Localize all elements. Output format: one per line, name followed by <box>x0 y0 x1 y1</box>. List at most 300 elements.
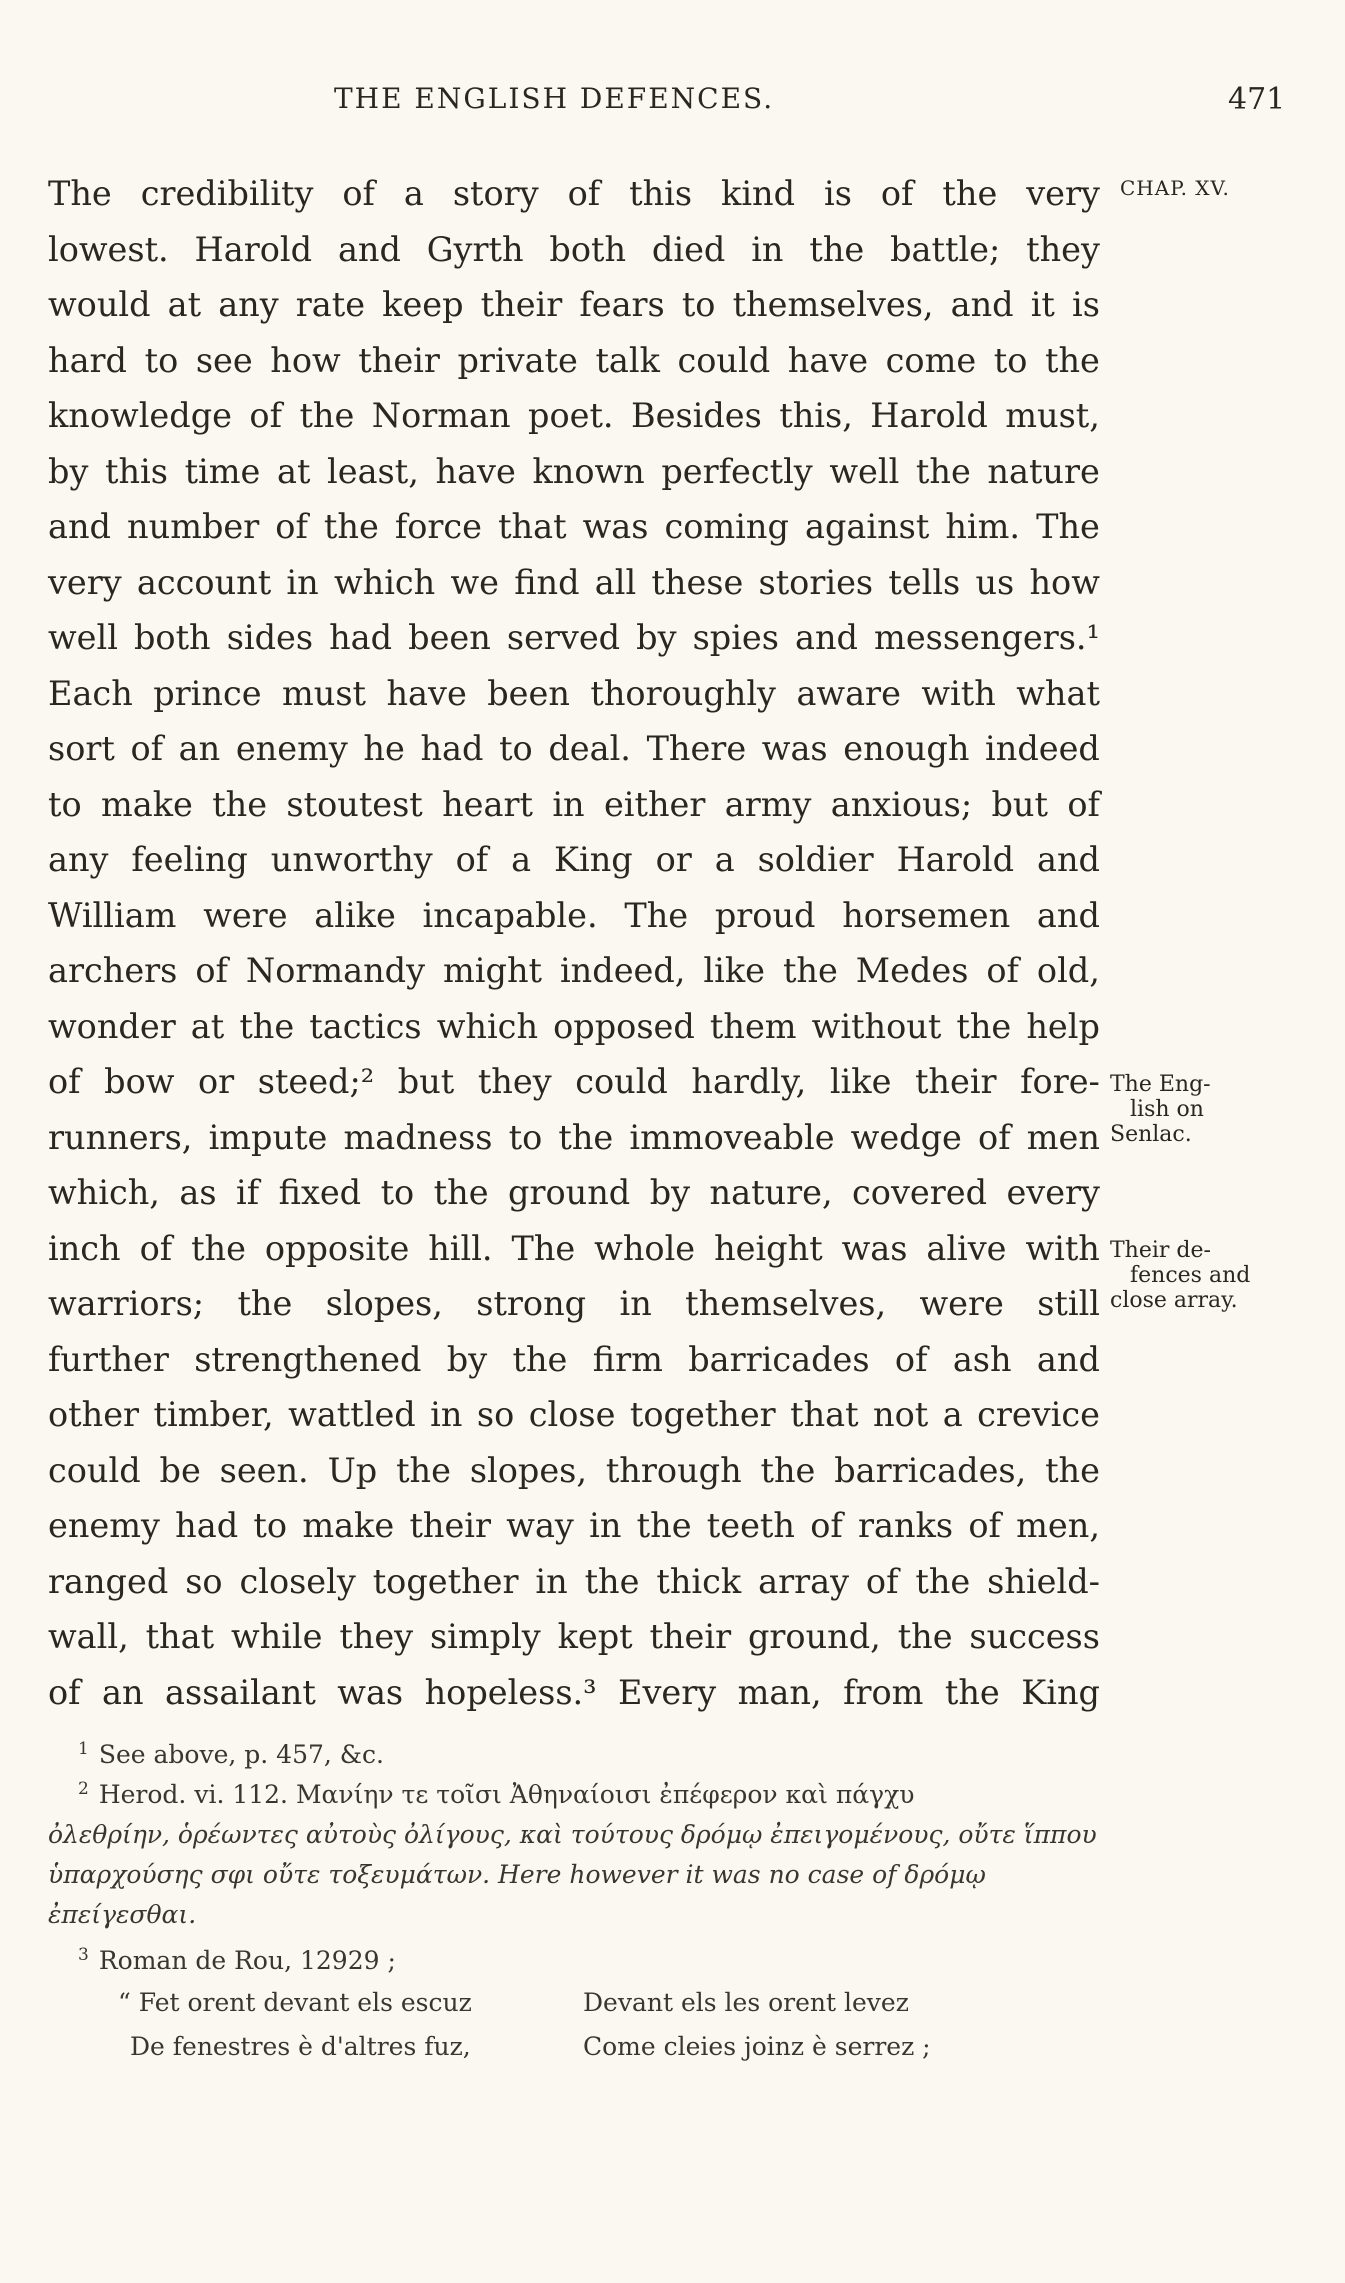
margin-note-line: Their de- <box>1110 1238 1211 1263</box>
word: and <box>795 618 858 657</box>
margin-note-line: Senlac. <box>1110 1122 1192 1147</box>
word: in <box>589 1506 622 1545</box>
word: teeth <box>706 1506 795 1545</box>
word: shield- <box>987 1561 1100 1601</box>
footnotes <box>48 1735 1108 2069</box>
word: a <box>942 1395 963 1434</box>
word: what <box>1016 673 1100 713</box>
word: soldier <box>757 840 874 879</box>
word: stories <box>758 562 874 602</box>
word: William <box>48 895 177 935</box>
word: the <box>915 451 971 491</box>
footnote-2-line: ἐπείγεσθαι. <box>48 1900 197 1929</box>
running-head: THE ENGLISH DEFENCES. <box>334 82 775 115</box>
word: deal. <box>548 729 631 768</box>
word: is <box>824 174 852 213</box>
body-line <box>48 1387 1100 1443</box>
word: in <box>619 1284 652 1323</box>
word: a <box>403 174 424 213</box>
word: unworthy <box>270 840 433 879</box>
word: could <box>575 1062 668 1101</box>
word: might <box>443 951 542 990</box>
word: be <box>159 1450 201 1490</box>
word: to <box>993 340 1028 380</box>
word: to <box>508 1117 543 1157</box>
word: the <box>809 229 865 269</box>
word: had <box>420 729 484 768</box>
word: like <box>829 1062 892 1101</box>
word: of <box>978 1117 1011 1157</box>
word: it <box>1030 285 1055 324</box>
body-line <box>48 1665 1100 1721</box>
word: which <box>436 1006 539 1046</box>
word: perfectly <box>661 451 813 491</box>
body-line <box>48 832 1100 888</box>
word: Every <box>618 1672 717 1712</box>
footnote-2 <box>48 1775 1108 1815</box>
word: sort <box>48 729 115 768</box>
word: have <box>386 673 467 713</box>
word: Norman <box>371 396 511 435</box>
word: must, <box>1005 396 1100 435</box>
word: tells <box>888 562 961 602</box>
word: in <box>430 1395 463 1434</box>
word: have <box>787 340 869 380</box>
word: poet. <box>528 396 614 435</box>
word: Besides <box>631 396 762 435</box>
word: of <box>1067 784 1100 824</box>
word: talk <box>595 340 660 380</box>
word: of <box>342 174 375 213</box>
word: Harold <box>896 840 1015 879</box>
body-line <box>48 1165 1100 1221</box>
word: opposite <box>264 1228 410 1268</box>
word: their <box>409 1506 492 1545</box>
word: indeed <box>985 729 1100 768</box>
word: him. <box>945 507 1021 546</box>
word: how <box>1029 562 1100 602</box>
word: wall, <box>48 1617 129 1656</box>
word: make <box>302 1506 395 1545</box>
word: of <box>865 1561 899 1601</box>
word: number <box>127 507 260 546</box>
word: runners, <box>48 1117 193 1157</box>
footnote-2-line: ὑπαρχούσης σφι οὔτε τοξευμάτων. Here however it was no case of δρόμῳ <box>48 1860 986 1889</box>
word: in <box>552 784 585 824</box>
body-line <box>48 999 1100 1055</box>
word: incapable. <box>422 895 598 935</box>
word: battle; <box>890 229 1001 269</box>
word: ash <box>952 1339 1012 1379</box>
word: horsemen <box>842 895 1011 935</box>
word: together <box>629 1395 776 1434</box>
footnote-1 <box>48 1735 1108 1775</box>
word: the <box>299 396 355 435</box>
margin-note-chapter: CHAP. XV. <box>1120 176 1230 200</box>
margin-note-line: fences and <box>1130 1263 1251 1288</box>
margin-note-line: lish on <box>1130 1097 1204 1122</box>
word: the <box>584 1561 640 1601</box>
word: their <box>649 1617 732 1656</box>
word: find <box>514 562 580 602</box>
word: see <box>195 340 253 380</box>
word: together <box>372 1561 519 1601</box>
word: seen. <box>219 1450 309 1490</box>
word: spies <box>692 618 779 657</box>
verse-line: De fenestres è d'altres fuz, <box>130 2032 471 2061</box>
footnote-text: See above, p. 457, &c. <box>98 1740 384 1769</box>
word: prince <box>153 673 262 713</box>
word: both <box>133 618 211 657</box>
word: of <box>48 1672 81 1712</box>
word: but <box>991 784 1048 824</box>
word: barricades <box>688 1339 870 1379</box>
word: by <box>649 1173 691 1212</box>
word: like <box>703 951 765 990</box>
word: the <box>1045 1450 1100 1490</box>
page-header <box>0 82 1345 126</box>
word: the <box>782 951 838 990</box>
word: the <box>760 1450 816 1490</box>
word: and <box>337 229 401 269</box>
word: well <box>48 618 118 657</box>
word: success <box>969 1617 1100 1656</box>
word: had <box>329 618 393 657</box>
word: alike <box>314 895 396 935</box>
body-line <box>48 1276 1100 1332</box>
word: lowest. <box>48 229 169 269</box>
word: themselves, <box>732 285 934 324</box>
word: so <box>185 1561 223 1601</box>
word: of <box>139 1228 173 1268</box>
word: very <box>48 562 122 602</box>
word: the <box>212 784 268 824</box>
word: to <box>380 1173 415 1212</box>
verse-quotation <box>48 1981 1108 2069</box>
footnote-number: 2 <box>78 1779 89 1799</box>
word: closely <box>239 1561 356 1601</box>
word: Harold <box>194 229 313 269</box>
word: further <box>48 1339 169 1379</box>
word: by <box>446 1339 488 1379</box>
word: all <box>594 562 637 602</box>
body-line <box>48 499 1100 555</box>
word: close <box>528 1395 616 1434</box>
word: archers <box>48 951 178 990</box>
word: of <box>810 1506 843 1545</box>
word: proud <box>714 895 816 935</box>
word: of <box>894 1339 928 1379</box>
word: that <box>145 1617 215 1656</box>
word: knowledge <box>48 396 232 435</box>
word: ground, <box>747 1617 881 1656</box>
word: an <box>102 1672 144 1712</box>
word: the <box>512 1339 568 1379</box>
body-line <box>48 777 1100 833</box>
word: kept <box>557 1617 633 1656</box>
word: wonder <box>48 1006 176 1046</box>
word: time <box>184 451 261 491</box>
word: coming <box>664 507 789 546</box>
word: simply <box>429 1617 541 1656</box>
word: this <box>105 451 168 491</box>
body-line <box>48 1110 1100 1166</box>
word: been <box>408 618 491 657</box>
word: feeling <box>131 840 248 879</box>
body-line <box>48 222 1100 278</box>
word: army <box>724 784 812 824</box>
word: with <box>921 673 996 713</box>
word: of <box>986 951 1019 990</box>
word: they <box>477 1062 552 1101</box>
word: of <box>968 1506 1001 1545</box>
word: in <box>751 229 784 269</box>
word: them <box>709 1006 797 1046</box>
word: of <box>195 951 228 990</box>
word: without <box>811 1006 942 1046</box>
word: if <box>236 1173 260 1212</box>
word: strong <box>476 1284 587 1323</box>
footnote-3 <box>48 1941 1108 1981</box>
body-line <box>48 610 1100 666</box>
word: the <box>942 174 998 213</box>
word: both <box>549 229 627 269</box>
word: nature, <box>709 1173 833 1212</box>
body-line <box>48 1443 1100 1499</box>
word: this <box>629 174 693 213</box>
page-number: 471 <box>1228 82 1286 117</box>
word: a <box>511 840 532 879</box>
word: the <box>191 1228 246 1268</box>
word: any <box>218 285 279 324</box>
word: not <box>873 1395 929 1434</box>
word: height <box>714 1228 823 1268</box>
word: the <box>237 1284 293 1323</box>
word: to <box>48 784 82 824</box>
word: an <box>178 729 221 768</box>
word: of <box>455 840 489 879</box>
body-line <box>48 555 1100 611</box>
word: The <box>1036 507 1100 546</box>
footnote-text: Roman de Rou, 12929 ; <box>98 1946 396 1975</box>
word: array <box>758 1561 849 1601</box>
body-line <box>48 1054 1100 1110</box>
word: and <box>1036 840 1100 879</box>
word: from <box>843 1672 924 1712</box>
word: of <box>249 396 282 435</box>
word: to <box>499 729 533 768</box>
body-line <box>48 1498 1100 1554</box>
word: Normandy <box>245 951 426 990</box>
word: tactics <box>309 1006 422 1046</box>
body-line <box>48 1554 1100 1610</box>
verse-line: Come cleies joinz è serrez ; <box>583 2032 931 2061</box>
word: wattled <box>288 1395 416 1434</box>
word: any <box>48 840 109 879</box>
word: aware <box>796 673 901 713</box>
word: heart <box>442 784 533 824</box>
footnote-2-line: ὀλεθρίην, ὁρέωντες αὐτοὺς ὀλίγους, καὶ τούτους δρόμῳ ἐπειγομένους, οὔτε ἵππου <box>48 1820 1097 1849</box>
word: messengers.¹ <box>874 618 1100 657</box>
word: enough <box>843 729 970 768</box>
footnote-text: Herod. vi. 112. Μανίην τε τοῖσι Ἀθηναίοισι ἐπέφερον καὶ πάγχυ <box>98 1780 915 1809</box>
word: story <box>452 174 539 213</box>
word: stoutest <box>286 784 423 824</box>
word: King <box>1021 1672 1100 1712</box>
word: of <box>48 1062 81 1101</box>
word: been <box>487 673 570 713</box>
word: us <box>975 562 1015 602</box>
word: barricades, <box>834 1450 1027 1490</box>
word: slopes, <box>325 1284 443 1323</box>
word: Gyrth <box>426 229 524 269</box>
word: so <box>476 1395 515 1434</box>
word: nature <box>987 451 1100 491</box>
word: There <box>646 729 747 768</box>
word: that <box>498 507 567 546</box>
word: but <box>397 1062 455 1101</box>
word: strengthened <box>194 1339 422 1379</box>
word: Up <box>327 1450 378 1490</box>
word: to <box>253 1506 288 1545</box>
word: by <box>48 451 89 491</box>
word: through <box>605 1450 742 1490</box>
word: impute <box>208 1117 328 1157</box>
word: whole <box>594 1228 696 1268</box>
margin-note-line: close array. <box>1110 1288 1238 1313</box>
body-line <box>48 888 1100 944</box>
word: slopes, <box>469 1450 587 1490</box>
word: Harold <box>870 396 988 435</box>
word: the <box>1045 340 1100 380</box>
word: hopeless.³ <box>424 1672 597 1712</box>
word: the <box>944 1672 1000 1712</box>
word: by <box>636 618 677 657</box>
word: that <box>790 1395 859 1434</box>
word: least, <box>327 451 419 491</box>
word: firm <box>592 1339 663 1379</box>
word: thick <box>656 1561 742 1601</box>
body-line <box>48 1332 1100 1388</box>
word: in <box>286 562 319 602</box>
word: their <box>358 340 440 380</box>
word: this, <box>779 396 853 435</box>
word: a <box>714 840 735 879</box>
word: was <box>337 1672 404 1712</box>
word: steed;² <box>257 1062 375 1101</box>
word: ranks <box>858 1506 954 1545</box>
word: was <box>761 729 828 768</box>
word: Medes <box>855 951 969 990</box>
word: crevice <box>977 1395 1100 1434</box>
word: opposed <box>553 1006 695 1046</box>
body-line <box>48 721 1100 777</box>
word: either <box>603 784 706 824</box>
word: inch <box>48 1228 121 1268</box>
word: or <box>655 840 692 879</box>
body-line <box>48 943 1100 999</box>
word: and <box>48 507 111 546</box>
word: ground <box>508 1173 631 1212</box>
word: they <box>1026 229 1100 269</box>
word: of <box>130 729 164 768</box>
word: as <box>179 1173 217 1212</box>
body-line <box>48 333 1100 389</box>
word: against <box>804 507 930 546</box>
word: madness <box>343 1117 493 1157</box>
word: at <box>167 285 202 324</box>
word: warriors; <box>48 1284 205 1323</box>
word: of <box>880 174 914 213</box>
word: King <box>553 840 633 879</box>
word: hardly, <box>691 1062 807 1101</box>
word: known <box>532 451 645 491</box>
word: themselves, <box>685 1284 887 1323</box>
word: the <box>636 1506 692 1545</box>
body-line <box>48 166 1100 222</box>
body-text <box>48 166 1100 1720</box>
word: come <box>885 340 977 380</box>
word: could <box>677 340 771 380</box>
word: served <box>506 618 621 657</box>
word: The <box>511 1228 576 1268</box>
word: men, <box>1016 1506 1100 1545</box>
word: ranged <box>48 1561 169 1601</box>
word: alive <box>926 1228 1007 1268</box>
word: anxious; <box>830 784 973 824</box>
word: he <box>363 729 405 768</box>
word: still <box>1037 1284 1100 1323</box>
word: private <box>457 340 578 380</box>
word: make <box>100 784 193 824</box>
word: old, <box>1036 951 1100 990</box>
word: of <box>567 174 601 213</box>
word: help <box>1026 1006 1100 1046</box>
word: Each <box>48 673 133 713</box>
word: immoveable <box>629 1117 835 1157</box>
word: had <box>175 1506 239 1545</box>
word: were <box>919 1284 1004 1323</box>
word: could <box>48 1450 141 1490</box>
verse-line: “ Fet orent devant els escuz <box>118 1988 472 2017</box>
word: their <box>914 1062 997 1101</box>
body-line <box>48 1609 1100 1665</box>
word: would <box>48 285 151 324</box>
word: men <box>1026 1117 1100 1157</box>
word: of <box>275 507 308 546</box>
word: these <box>651 562 744 602</box>
word: thoroughly <box>590 673 776 713</box>
body-line <box>48 1221 1100 1277</box>
verse-line: Devant els les orent levez <box>583 1988 909 2017</box>
word: man, <box>737 1672 822 1712</box>
word: the <box>915 1561 971 1601</box>
word: which, <box>48 1173 160 1212</box>
word: way <box>506 1506 574 1545</box>
word: sides <box>226 618 314 657</box>
word: and <box>950 285 1014 324</box>
body-line <box>48 388 1100 444</box>
word: well <box>829 451 900 491</box>
word: wedge <box>850 1117 962 1157</box>
word: we <box>450 562 499 602</box>
margin-note-english-on-senlac <box>1110 1072 1330 1147</box>
word: The <box>48 174 112 213</box>
footnote-number: 3 <box>78 1945 89 1965</box>
word: fore- <box>1020 1062 1100 1101</box>
word: how <box>270 340 341 380</box>
word: the <box>239 1006 295 1046</box>
